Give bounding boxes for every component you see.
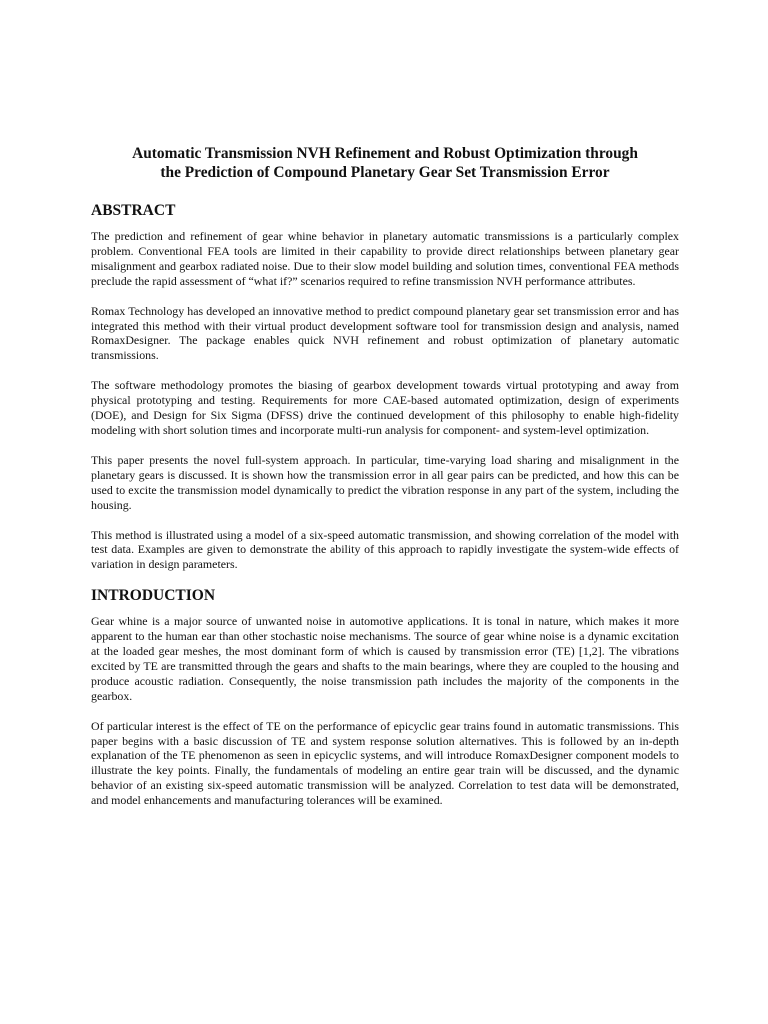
introduction-paragraph-2: Of particular interest is the effect of TE on the performance of epicyclic gear trains found in automatic transmissions. This paper begins with a basic discussion of TE and system response solution alternatives. This is followed by an in-depth explanation of the TE phenomenon as seen in epicyclic systems, and will introduce RomaxDesigner component models to illustrate the key points. Finally, the fundamentals of modeling an entire gear train will be discussed, and the dynamic behavior of an existing six-speed automatic transmission will be analyzed. Correlation to test data will be demonstrated, and model enhancements and manufacturing tolerances will be examined.	[91, 718, 679, 808]
paper-title-line-2: the Prediction of Compound Planetary Gear Set Transmission Error	[160, 164, 610, 181]
introduction-paragraph-1: Gear whine is a major source of unwanted noise in automotive applications. It is tonal in nature, which makes it more apparent to the human ear than other stochastic noise mechanisms. The source of gear whine noise is a dynamic excitation at the loaded gear meshes, the most dominant form of which is caused by transmission error (TE) [1,2]. The vibrations excited by TE are transmitted through the gears and shafts to the main bearings, where they are coupled to the housing and produce acoustic radiation. Consequently, the noise transmission path includes the majority of the components in the gearbox.	[91, 614, 679, 703]
paper-title	[83, 144, 687, 182]
abstract-paragraph-2: Romax Technology has developed an innovative method to predict compound planetary gear set transmission error and has integrated this method with their virtual product development software tool for transmission design and analysis, named RomaxDesigner. The package enables quick NVH refinement and robust optimization of planetary automatic transmissions.	[91, 303, 679, 363]
paper-page	[91, 144, 679, 823]
abstract-paragraph-5: This method is illustrated using a model of a six-speed automatic transmission, and showing correlation of the model with test data. Examples are given to demonstrate the ability of this approach to rapidly investigate the system-wide effects of variation in design parameters.	[91, 527, 679, 572]
abstract-section	[91, 229, 679, 572]
abstract-paragraph-3: The software methodology promotes the biasing of gearbox development towards virtual prototyping and away from physical prototyping and testing. Requirements for more CAE-based automated optimization, design of experiments (DOE), and Design for Six Sigma (DFSS) drive the continued development of this philosophy to enable high-fidelity modeling with short solution times and incorporate multi-run analysis for component- and system-level optimization.	[91, 378, 679, 437]
abstract-heading: ABSTRACT	[91, 202, 176, 219]
abstract-paragraph-1: The prediction and refinement of gear whine behavior in planetary automatic transmissions is a particularly complex problem. Conventional FEA tools are limited in their capability to provide direct relationships between planetary gear misalignment and gearbox radiated noise. Due to their slow model building and solution times, conventional FEA methods preclude the rapid assessment of “what if?” scenarios required to refine transmission NVH performance attributes.	[91, 229, 679, 288]
introduction-section	[91, 614, 679, 808]
abstract-paragraph-4: This paper presents the novel full-system approach. In particular, time-varying load sharing and misalignment in the planetary gears is discussed. It is shown how the transmission error in all gear pairs can be predicted, and how this can be used to excite the transmission model dynamically to predict the vibration response in any part of the system, including the housing.	[91, 452, 679, 512]
introduction-heading: INTRODUCTION	[91, 587, 216, 605]
paper-title-line-1: Automatic Transmission NVH Refinement and Robust Optimization through	[132, 145, 638, 162]
